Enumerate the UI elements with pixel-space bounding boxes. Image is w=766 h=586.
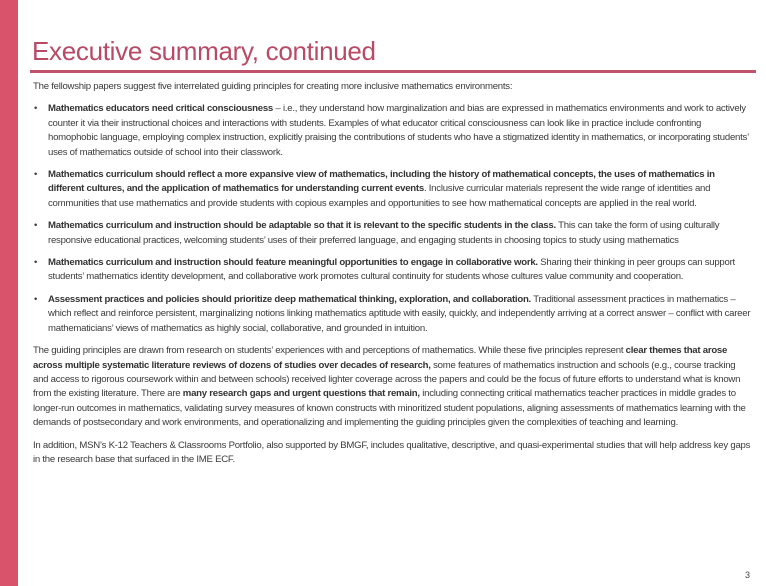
principle-heading: Assessment practices and policies should prioritize deep mathematical thinking, exploration, and collaboration.: [48, 293, 531, 305]
bullet-icon: •: [34, 257, 38, 269]
list-item: [33, 219, 753, 248]
principle-text: Sharing their thinking in peer groups can support students’ mathematics identity development, and collaborative work promotes cultural continuity for students whose cultures value community and cooperation.: [48, 257, 735, 283]
principle-heading: Mathematics curriculum and instruction should feature meaningful opportunities to engage in collaborative work.: [48, 257, 538, 269]
text-run-bold: many research gaps and urgent questions that remain,: [182, 388, 420, 400]
accent-sidebar: [0, 0, 18, 586]
principle-heading: Mathematics curriculum and instruction should be adaptable so that it is relevant to the specific students in the class.: [48, 220, 556, 232]
list-item: [33, 256, 753, 285]
bullet-icon: •: [34, 103, 38, 115]
page-title: Executive summary, continued: [32, 36, 376, 66]
text-run: some features of mathematics instruction and schools (e.g., course tracking and access to rigorous coursework within and between schools) received lighter coverage across the papers and could be the focus of future efforts to understand what is known from the existing literature. There are: [33, 359, 741, 400]
text-run: including connecting critical mathematics teacher practices in middle grades to longer-run outcomes in mathematics, validating survey measures of known constructs with minoritized student populations, aligning assessments of mathematics learning with the demands of postsecondary and work environments, and operationalizing and implementing the guiding principles given the complexities of teaching and learning.: [33, 388, 746, 429]
principles-list: [33, 102, 753, 336]
bullet-icon: •: [34, 220, 38, 232]
bullet-icon: •: [34, 293, 38, 305]
principle-heading: Mathematics educators need critical consciousness: [48, 103, 274, 115]
principle-text: Traditional assessment practices in mathematics – which reflect and reinforce persistent, marginalizing notions linking mathematics aptitude with easily, quickly, and independently arriving at a correct answer – conflict with career mathematicians’ views of mathematics as highly social, collaborative, and grounded in intuition.: [48, 293, 751, 334]
portfolio-paragraph: In addition, MSN’s K-12 Teachers & Classrooms Portfolio, also supported by BMGF, includes qualitative, descriptive, and quasi-experimental studies that will help address key gaps in the research base that surfaced in the IME ECF.: [33, 439, 751, 465]
list-item: [33, 168, 753, 211]
text-run-bold: clear themes that arose across multiple systematic literature reviews of dozens of studies over decades of research,: [33, 345, 728, 371]
bullet-icon: •: [34, 169, 38, 181]
intro-text: The fellowship papers suggest five interrelated guiding principles for creating more inclusive mathematics environments:: [33, 81, 513, 92]
summary-content: [33, 80, 753, 475]
principle-heading: Mathematics curriculum should reflect a more expansive view of mathematics, including the history of mathematical concepts, the uses of mathematics in different cultures, and the application of mathematics for understanding current events: [48, 169, 715, 195]
principle-text: . Inclusive curricular materials represent the wide range of identities and communities that use mathematics and provide students with copious examples and opportunities to see how mathematical concepts are applied in the real world.: [48, 183, 711, 209]
principle-text: This can take the form of using culturally responsive educational practices, welcoming students’ uses of their preferred language, and engaging students in choosing topics to study using mathematics: [48, 220, 720, 246]
title-divider: [30, 70, 756, 73]
list-item: [33, 293, 753, 336]
principle-text: – i.e., they understand how marginalization and bias are expressed in mathematics environments and work to actively counter it via their instructional choices and interactions with students. Examples of what educator critical consciousness can look like in practice include confronting homophobic language, employing complex instruction, explicitly praising the contributions of students who have a stigmatized identity in mathematics, or incorporating students’ uses of mathematics outside of school into their classwork.: [48, 103, 749, 158]
research-gaps-paragraph: [33, 344, 753, 430]
text-run: The guiding principles are drawn from research on students’ experiences with and perceptions of mathematics. While these five principles represent: [33, 345, 626, 357]
list-item: [33, 102, 753, 160]
page-number: 3: [744, 570, 750, 580]
